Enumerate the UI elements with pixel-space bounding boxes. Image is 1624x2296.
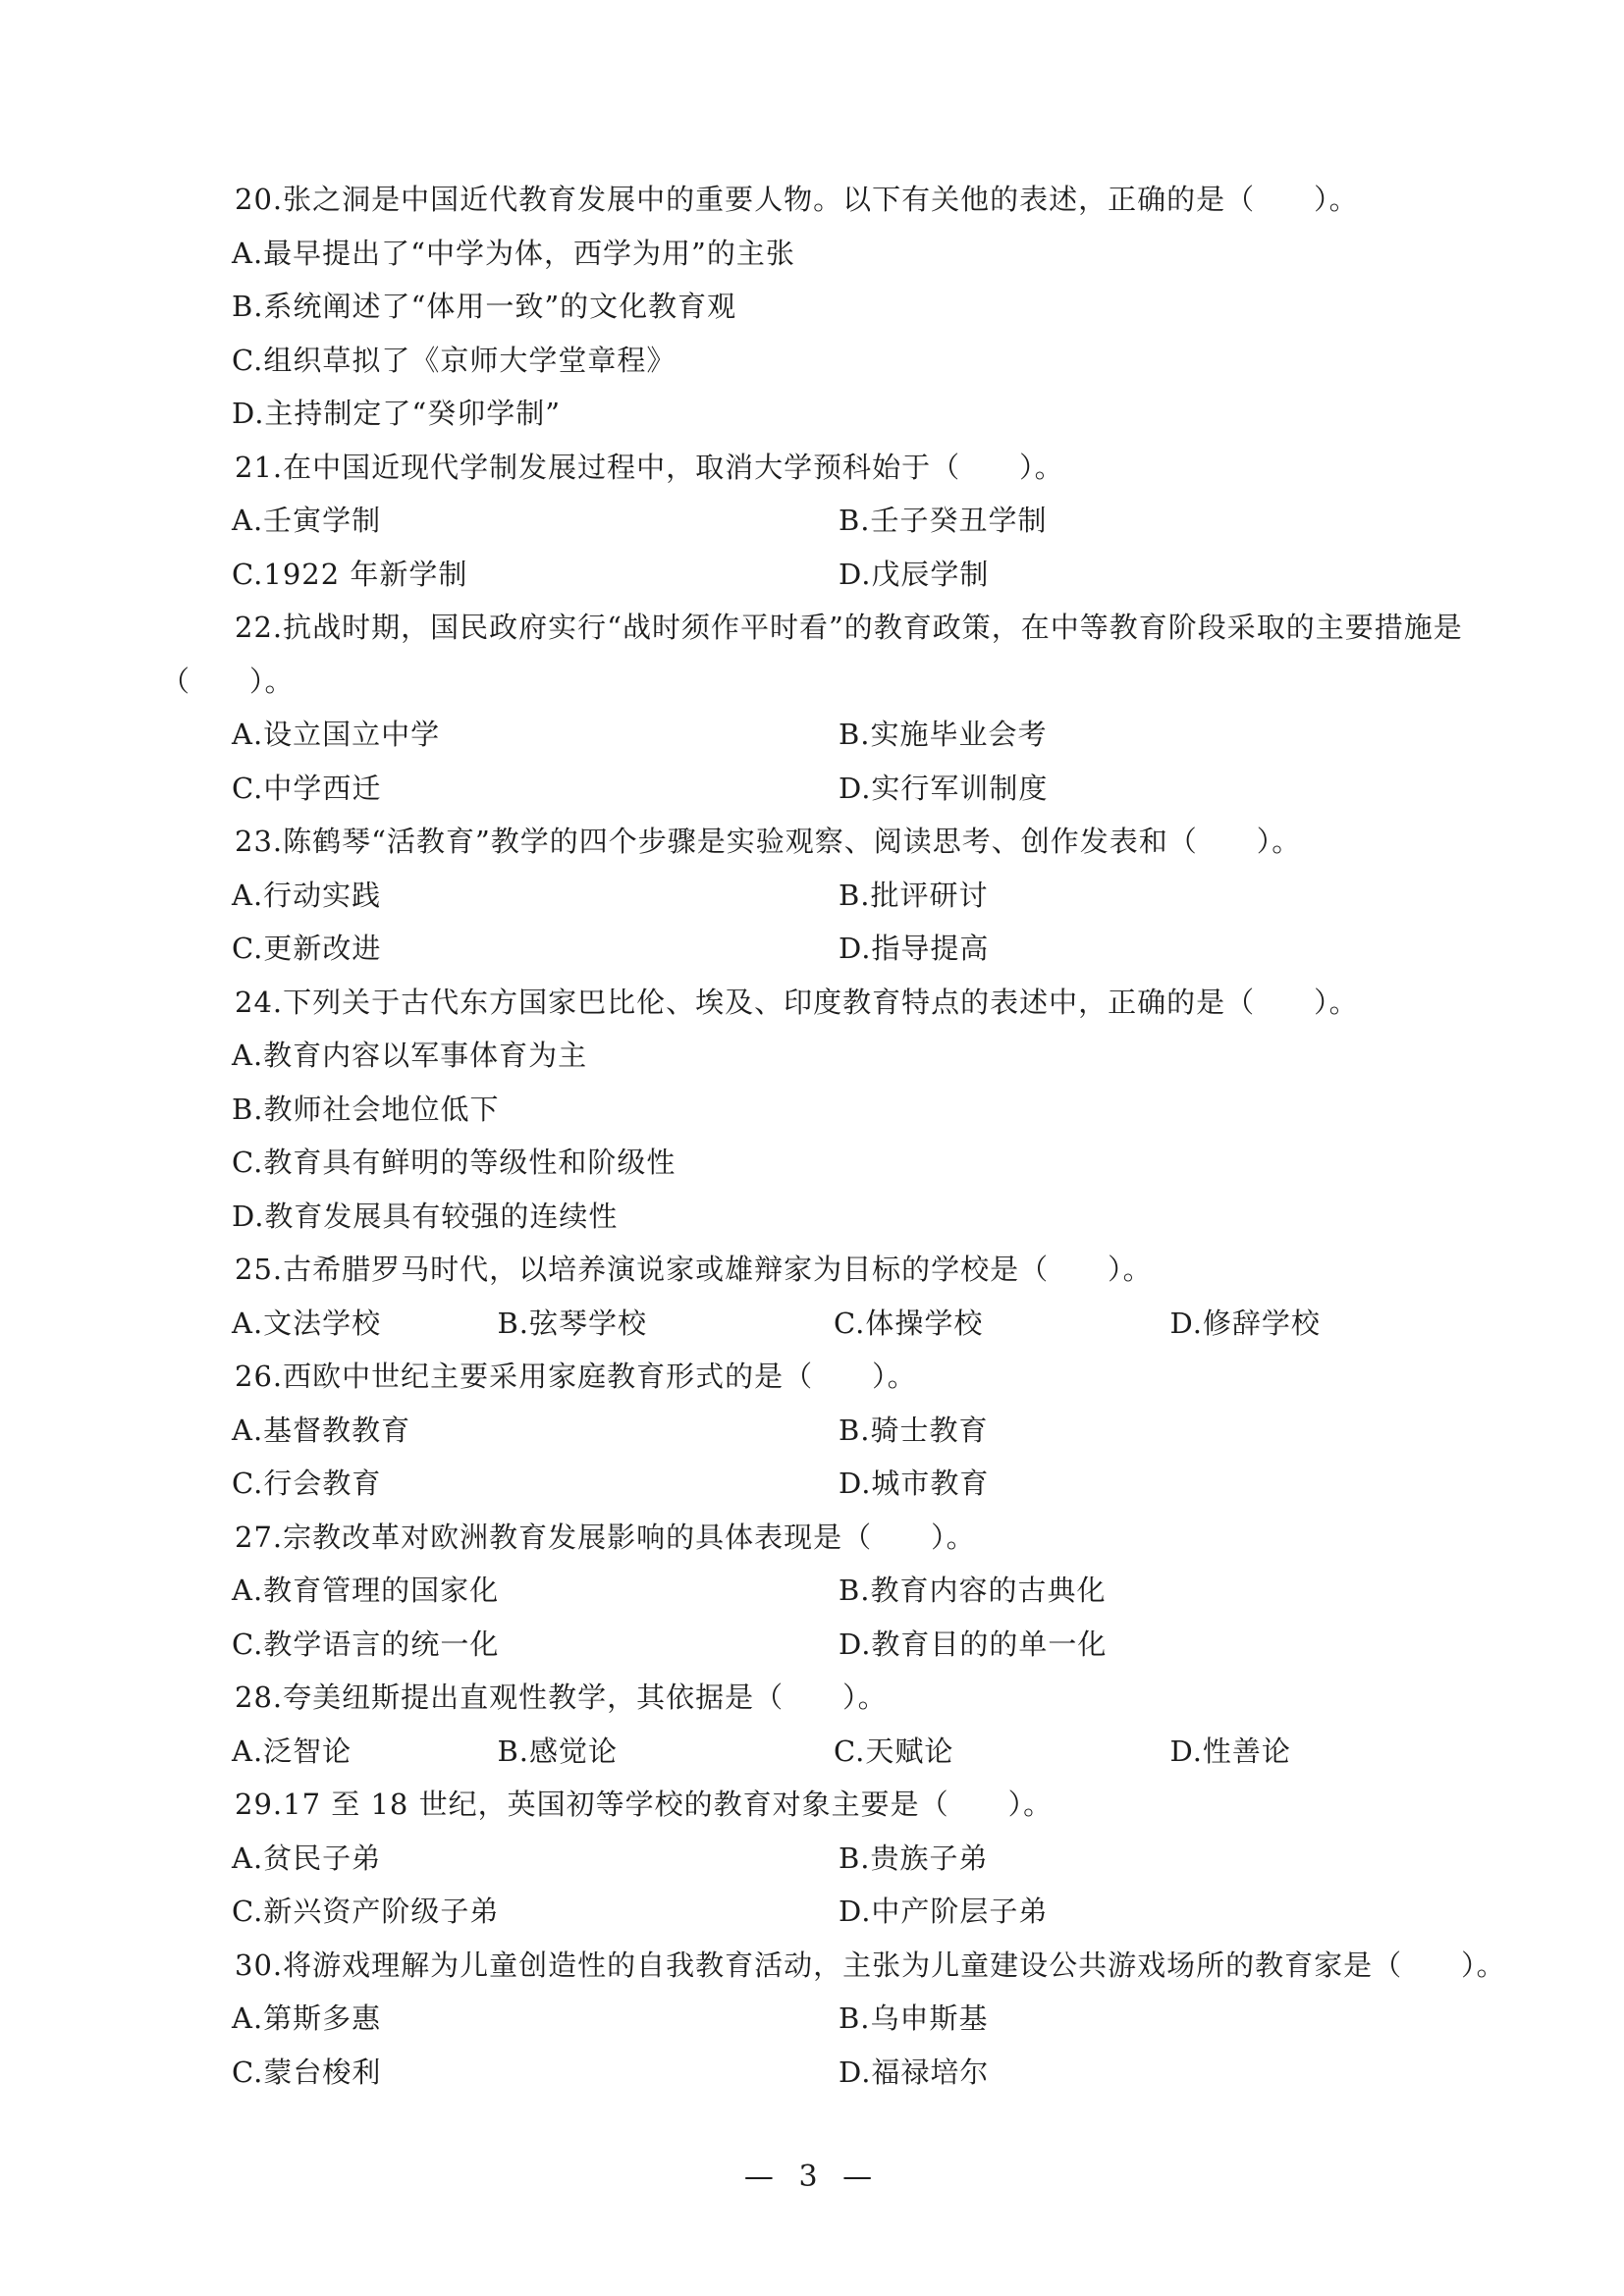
page-number: — 3 —	[743, 2160, 881, 2194]
question-26-stem: 26.西欧中世纪主要采用家庭教育形式的是（ ）。	[235, 1360, 917, 1393]
option-26-b: B.骑士教育	[839, 1413, 989, 1447]
question-23-options	[161, 869, 1506, 976]
option-27-d: D.教育目的的单一化	[839, 1627, 1108, 1661]
option-22-d: D.实行军训制度	[839, 771, 1049, 805]
option-29-d: D.中产阶层子弟	[839, 1895, 1049, 1928]
question-26-options	[161, 1404, 1506, 1511]
option-23-d: D.指导提高	[839, 932, 990, 965]
option-21-d: D.戊辰学制	[839, 557, 990, 591]
question-25-options	[161, 1297, 1506, 1351]
question-24-options	[161, 1029, 1506, 1243]
option-20-b: B.系统阐述了“体用一致”的文化教育观	[232, 290, 737, 323]
question-29-options	[161, 1832, 1506, 1939]
option-20-d: D.主持制定了“癸卯学制”	[232, 397, 562, 430]
option-25-c: C.体操学校	[834, 1306, 984, 1340]
question-23-stem: 23.陈鹤琴“活教育”教学的四个步骤是实验观察、阅读思考、创作发表和（ ）。	[235, 825, 1302, 858]
option-28-d: D.性善论	[1169, 1734, 1291, 1768]
option-27-a: A.教育管理的国家化	[232, 1574, 500, 1607]
option-22-a: A.设立国立中学	[232, 718, 441, 751]
option-24-c: C.教育具有鲜明的等级性和阶级性	[232, 1146, 677, 1179]
option-25-d: D.修辞学校	[1169, 1306, 1321, 1340]
option-30-d: D.福禄培尔	[839, 2055, 990, 2089]
option-27-c: C.教学语言的统一化	[232, 1627, 500, 1661]
question-20-stem: 20.张之洞是中国近代教育发展中的重要人物。以下有关他的表述，正确的是（ ）。	[235, 183, 1359, 216]
option-29-c: C.新兴资产阶级子弟	[232, 1895, 500, 1928]
option-25-a: A.文法学校	[232, 1306, 382, 1340]
question-21-stem: 21.在中国近现代学制发展过程中，取消大学预科始于（ ）。	[235, 450, 1064, 484]
option-29-b: B.贵族子弟	[839, 1841, 989, 1875]
option-30-b: B.乌申斯基	[839, 2002, 989, 2035]
option-28-a: A.泛智论	[232, 1734, 352, 1768]
question-25-stem: 25.古希腊罗马时代，以培养演说家或雄辩家为目标的学校是（ ）。	[235, 1253, 1153, 1286]
option-20-a: A.最早提出了“中学为体，西学为用”的主张	[232, 236, 795, 270]
option-23-c: C.更新改进	[232, 932, 382, 965]
option-20-c: C.组织草拟了《京师大学堂章程》	[232, 343, 677, 377]
option-23-b: B.批评研讨	[839, 878, 989, 912]
option-30-c: C.蒙台梭利	[232, 2055, 382, 2089]
question-20-options	[161, 227, 1506, 441]
question-28-stem: 28.夸美纽斯提出直观性教学，其依据是（ ）。	[235, 1681, 888, 1714]
option-29-a: A.贫民子弟	[232, 1841, 382, 1875]
option-30-a: A.第斯多惠	[232, 2002, 382, 2035]
option-26-a: A.基督教教育	[232, 1413, 411, 1447]
question-30-stem: 30.将游戏理解为儿童创造性的自我教育活动，主张为儿童建设公共游戏场所的教育家是（ ）。	[235, 1948, 1506, 1982]
question-27-options	[161, 1564, 1506, 1671]
question-27-stem: 27.宗教改革对欧洲教育发展影响的具体表现是（ ）。	[235, 1520, 976, 1554]
question-22-options	[161, 708, 1506, 815]
option-28-c: C.天赋论	[834, 1734, 954, 1768]
question-28-options	[161, 1725, 1506, 1779]
question-21-options	[161, 494, 1506, 601]
option-24-b: B.教师社会地位低下	[232, 1092, 500, 1126]
option-21-c: C.1922 年新学制	[232, 557, 468, 591]
option-24-a: A.教育内容以军事体育为主	[232, 1039, 588, 1072]
option-23-a: A.行动实践	[232, 878, 382, 912]
option-26-d: D.城市教育	[839, 1467, 990, 1500]
option-25-b: B.弦琴学校	[497, 1306, 648, 1340]
option-21-b: B.壬子癸丑学制	[839, 504, 1048, 537]
option-28-b: B.感觉论	[497, 1734, 619, 1768]
option-27-b: B.教育内容的古典化	[839, 1574, 1107, 1607]
option-26-c: C.行会教育	[232, 1467, 382, 1500]
question-22-stem: 22.抗战时期，国民政府实行“战时须作平时看”的教育政策，在中等教育阶段采取的主要措施是（ ）。	[161, 611, 1463, 698]
question-24-stem: 24.下列关于古代东方国家巴比伦、埃及、印度教育特点的表述中，正确的是（ ）。	[235, 985, 1359, 1019]
question-list	[161, 173, 1506, 2099]
question-29-stem: 29.17 至 18 世纪，英国初等学校的教育对象主要是（ ）。	[235, 1788, 1054, 1821]
option-24-d: D.教育发展具有较强的连续性	[232, 1199, 619, 1233]
option-22-b: B.实施毕业会考	[839, 718, 1048, 751]
option-21-a: A.壬寅学制	[232, 504, 382, 537]
question-30-options	[161, 1992, 1506, 2099]
option-22-c: C.中学西迁	[232, 771, 382, 805]
